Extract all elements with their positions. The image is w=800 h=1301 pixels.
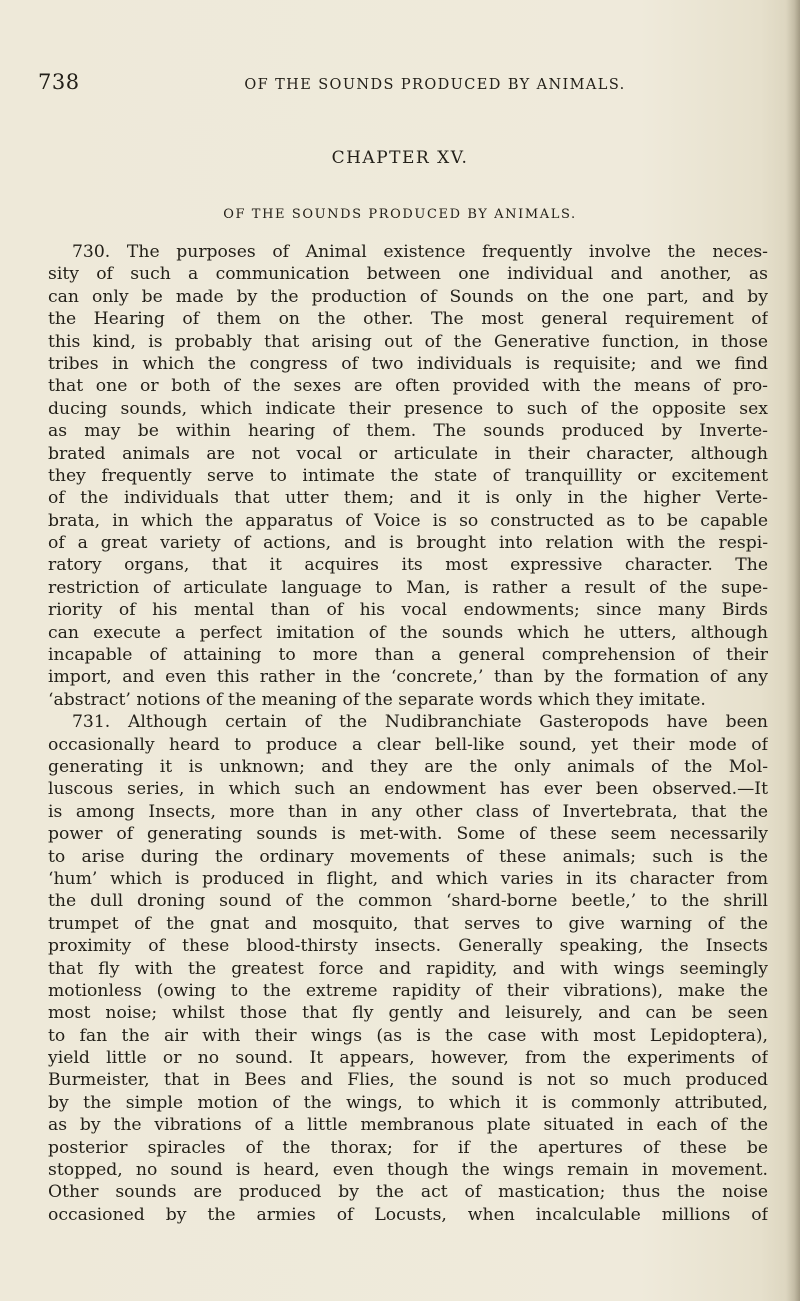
- text-line: Burmeister, that in Bees and Flies, the sound is not so much produced: [48, 1070, 768, 1091]
- text-line: brated animals are not vocal or articulate in their character, although: [48, 443, 768, 464]
- text-line: the dull droning sound of the common ‘shard-borne beetle,’ to the shrill: [48, 891, 768, 912]
- text-line: as by the vibrations of a little membranous plate situated in each of the: [48, 1115, 768, 1136]
- text-line: riority of his mental than of his vocal endowments; since many Birds: [48, 600, 768, 621]
- text-line: 731. Although certain of the Nudibranchiate Gasteropods have been: [72, 712, 768, 733]
- text-line: ratory organs, that it acquires its most expressive character. The: [48, 555, 768, 576]
- text-line: ducing sounds, which indicate their presence to such of the opposite sex: [48, 398, 768, 419]
- chapter-subtitle: OF THE SOUNDS PRODUCED BY ANIMALS.: [223, 207, 577, 222]
- text-line: of a great variety of actions, and is brought into relation with the respi-: [48, 533, 768, 554]
- text-line: incapable of attaining to more than a general comprehension of their: [48, 645, 768, 666]
- text-line: restriction of articulate language to Man, is rather a result of the supe-: [48, 577, 768, 598]
- text-line: proximity of these blood-thirsty insects. Generally speaking, the Insects: [48, 936, 768, 957]
- text-line: yield little or no sound. It appears, however, from the experiments of: [48, 1048, 768, 1069]
- text-line: by the simple motion of the wings, to which it is commonly attributed,: [48, 1092, 768, 1113]
- running-head: OF THE SOUNDS PRODUCED BY ANIMALS.: [244, 77, 626, 93]
- text-line: that one or both of the sexes are often provided with the means of pro-: [48, 376, 768, 397]
- text-line: Other sounds are produced by the act of mastication; thus the noise: [48, 1182, 768, 1203]
- chapter-title: CHAPTER XV.: [331, 148, 469, 168]
- text-line: as may be within hearing of them. The sounds produced by Inverte-: [48, 421, 768, 442]
- text-line: motionless (owing to the extreme rapidity of their vibrations), make the: [48, 980, 768, 1001]
- text-line: tribes in which the congress of two individuals is requisite; and we find: [48, 353, 768, 374]
- page-number: 738: [38, 70, 80, 94]
- text-line: to arise during the ordinary movements of these animals; such is the: [48, 846, 768, 867]
- text-line: is among Insects, more than in any other class of Invertebrata, that the: [48, 801, 768, 822]
- text-line: import, and even this rather in the ‘concrete,’ than by the formation of any: [48, 667, 768, 688]
- text-line: the Hearing of them on the other. The most general requirement of: [48, 309, 768, 330]
- text-line: this kind, is probably that arising out of the Generative function, in those: [48, 331, 768, 352]
- page-edge-shadow: [786, 0, 800, 1301]
- text-line: most noise; whilst those that fly gently and leisurely, and can be seen: [48, 1003, 768, 1024]
- text-line: that fly with the greatest force and rapidity, and with wings seemingly: [48, 958, 768, 979]
- text-line: posterior spiracles of the thorax; for if the apertures of these be: [48, 1137, 768, 1158]
- text-line: can only be made by the production of Sounds on the one part, and by: [48, 286, 768, 307]
- text-line: 730. The purposes of Animal existence frequently involve the neces-: [72, 242, 768, 262]
- text-line: luscous series, in which such an endowment has ever been observed.—It: [48, 779, 768, 800]
- text-line: sity of such a communication between one individual and another, as: [48, 264, 768, 285]
- text-line: they frequently serve to intimate the state of tranquillity or excitement: [48, 465, 768, 486]
- text-line: trumpet of the gnat and mosquito, that serves to give warning of the: [48, 913, 768, 934]
- text-line: can execute a perfect imitation of the sounds which he utters, although: [48, 622, 768, 643]
- text-line: occasioned by the armies of Locusts, when incalculable millions of: [48, 1204, 768, 1225]
- text-line: occasionally heard to produce a clear bell-like sound, yet their mode of: [48, 734, 768, 755]
- text-line: power of generating sounds is met-with. Some of these seem necessarily: [48, 824, 768, 845]
- text-line: of the individuals that utter them; and it is only in the higher Verte-: [48, 488, 768, 509]
- body-text: [48, 241, 768, 1226]
- text-line: to fan the air with their wings (as is the case with most Lepidoptera),: [48, 1025, 768, 1046]
- text-line: ‘abstract’ notions of the meaning of the separate words which they imitate.: [48, 689, 706, 710]
- text-line: stopped, no sound is heard, even though the wings remain in movement.: [48, 1160, 768, 1181]
- text-line: ‘hum’ which is produced in flight, and which varies in its character from: [48, 868, 768, 889]
- text-line: brata, in which the apparatus of Voice is so constructed as to be capable: [48, 510, 768, 531]
- text-line: generating it is unknown; and they are the only animals of the Mol-: [48, 756, 768, 777]
